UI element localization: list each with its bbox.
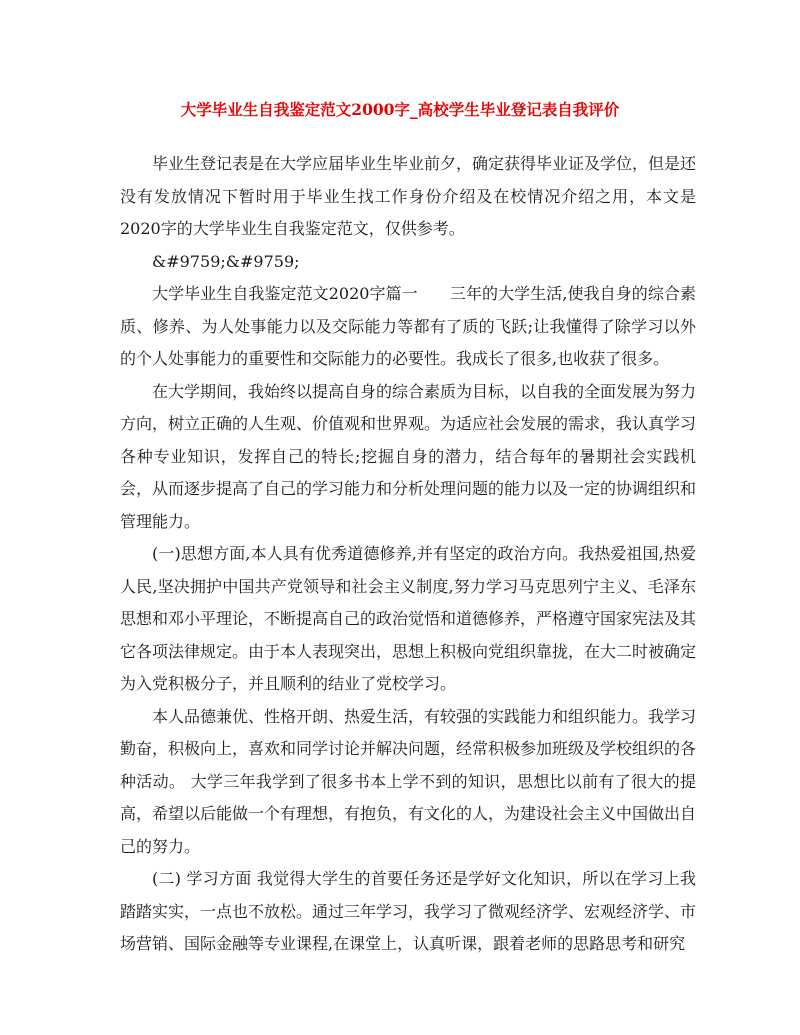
paragraph-intro: 毕业生登记表是在大学应届毕业生毕业前夕，确定获得毕业证及学位，但是还没有发放情况下暂时用于毕业生找工作身份介绍及在校情况介绍之用，本文是2020字的大学毕业生自我鉴定范文，仅供参考。 — [120, 154, 697, 238]
paragraph-symbols: &#9759;&#9759; — [152, 251, 300, 271]
document-body — [120, 148, 696, 961]
document-title: 大学毕业生自我鉴定范文2000字_高校学生毕业登记表自我评价 — [180, 100, 620, 119]
paragraph-part-one: 大学毕业生自我鉴定范文2020字篇一 三年的大学生活,使我自身的综合素质、修养、为人处事能力以及交际能力等都有了质的飞跃;让我懂得了除学习以外的个人处事能力的重要性和交际能力的必要性。我成长了很多,也收获了很多。 — [120, 284, 696, 368]
paragraph-study: (二) 学习方面 我觉得大学生的首要任务还是学好文化知识，所以在学习上我踏踏实实，一点也不放松。通过三年学习，我学习了微观经济学、宏观经济学、市场营销、国际金融等专业课程,在课堂上，认真听课，跟着老师的思路思考和研究 — [120, 869, 697, 953]
paragraph-university-period: 在大学期间，我始终以提高自身的综合素质为目标，以自我的全面发展为努力方向，树立正确的人生观、价值观和世界观。为适应社会发展的需求，我认真学习各种专业知识，发挥自己的特长;挖掘自身的潜力，结合每年的暑期社会实践机会，从而逐步提高了自己的学习能力和分析处理问题的能力以及一定的协调组织和管理能力。 — [120, 381, 697, 531]
paragraph-ideology: (一)思想方面,本人具有优秀道德修养,并有坚定的政治方向。我热爱祖国,热爱人民,坚决拥护中国共产党领导和社会主义制度,努力学习马克思列宁主义、毛泽东思想和邓小平理论，不断提高自己的政治觉悟和道德修养，严格遵守国家宪法及其它各项法律规定。由于本人表现突出，思想上积极向党组织靠拢，在大二时被确定为入党积极分子，并且顺利的结业了党校学习。 — [120, 544, 697, 693]
paragraph-character: 本人品德兼优、性格开朗、热爱生活，有较强的实践能力和组织能力。我学习勤奋，积极向上，喜欢和同学讨论并解决问题，经常积极参加班级及学校组织的各种活动。 大学三年我学到了很多书本上学不到的知识，思想比以前有了很大的提高，希望以后能做一个有理想，有抱负，有文化的人，为建设社会主义中国做出自己的努力。 — [120, 706, 697, 856]
